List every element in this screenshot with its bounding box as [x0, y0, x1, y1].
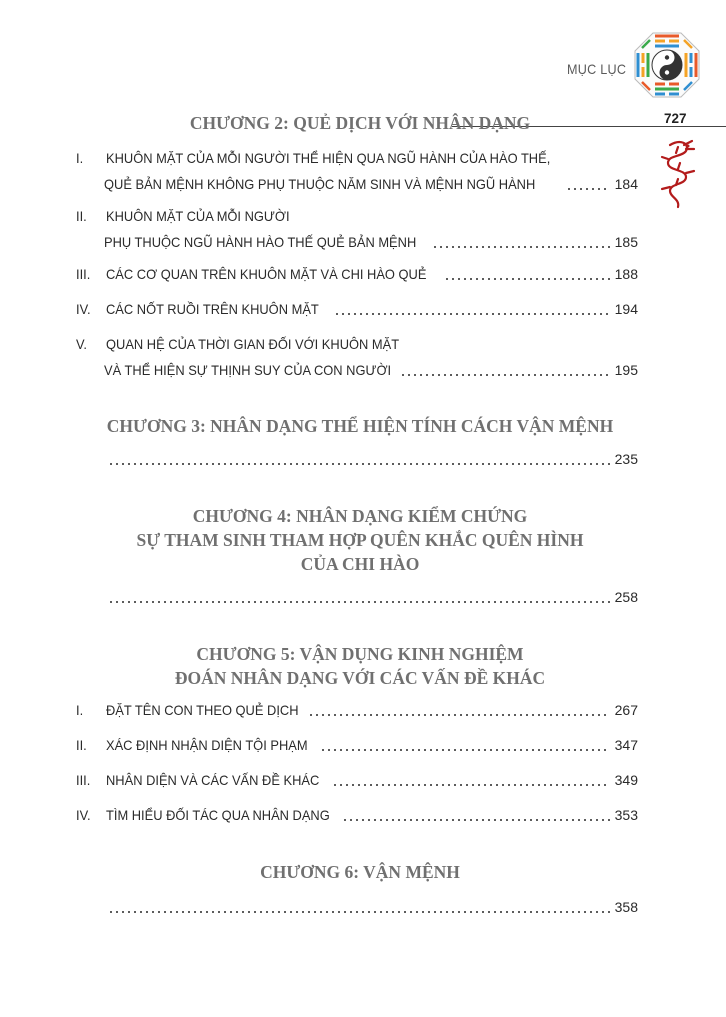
- dragon-ornament-icon: [656, 135, 700, 213]
- entry-title-line: KHUÔN MẶT CỦA MỖI NGƯỜI: [106, 208, 290, 224]
- chapter-title-line: CỦA CHI HÀO: [300, 554, 420, 574]
- entry-number: IV.: [76, 301, 91, 317]
- entry-number: V.: [76, 336, 87, 352]
- entry-page: 185: [614, 234, 638, 250]
- dot-leader: [432, 246, 610, 248]
- toc-entry[interactable]: [108, 894, 638, 920]
- entry-number: III.: [76, 266, 91, 282]
- entry-page: 235: [614, 451, 638, 467]
- toc-entry[interactable]: [76, 732, 638, 758]
- chapter-title-line: CHƯƠNG 4: NHÂN DẠNG KIỂM CHỨNG: [192, 506, 528, 526]
- chapter-title-line: CHƯƠNG 2: QUẺ DỊCH VỚI NHÂN DẠNG: [189, 113, 531, 133]
- toc-entry[interactable]: [76, 203, 638, 255]
- dot-leader: [334, 313, 610, 315]
- dot-leader: [108, 911, 612, 913]
- chapter-title-line: ĐOÁN NHÂN DẠNG VỚI CÁC VẤN ĐỀ KHÁC: [174, 668, 546, 688]
- entry-number: II.: [76, 737, 87, 753]
- chapter-title-line: CHƯƠNG 3: NHÂN DẠNG THỂ HIỆN TÍNH CÁCH VẬN MỆNH: [106, 416, 614, 436]
- entry-number: I.: [76, 702, 84, 718]
- entry-title-line: XÁC ĐỊNH NHẬN DIỆN TỘI PHẠM: [106, 737, 308, 753]
- entry-page: 195: [614, 362, 638, 378]
- chapter-5-title: [60, 642, 660, 690]
- entry-page: 358: [614, 899, 638, 915]
- dot-leader: [108, 463, 612, 465]
- toc-entry[interactable]: [108, 584, 638, 610]
- entry-title-line: CÁC CƠ QUAN TRÊN KHUÔN MẶT VÀ CHI HÀO QUẺ: [106, 266, 427, 282]
- toc-entry[interactable]: [76, 331, 638, 383]
- entry-page: 353: [614, 807, 638, 823]
- section-label: MỤC LỤC: [567, 61, 627, 77]
- toc-entry[interactable]: [76, 145, 638, 197]
- entry-title-line: PHỤ THUỘC NGŨ HÀNH HÀO THẾ QUẺ BẢN MỆNH: [104, 234, 417, 250]
- entry-page: 194: [614, 301, 638, 317]
- entry-page: 184: [614, 176, 638, 192]
- toc-entry[interactable]: [76, 296, 638, 322]
- entry-number: I.: [76, 150, 84, 166]
- entry-title-line: NHÂN DIỆN VÀ CÁC VẤN ĐỀ KHÁC: [106, 772, 320, 788]
- entry-title-line: QUẺ BẢN MỆNH KHÔNG PHỤ THUỘC NĂM SINH VÀ MỆNH NGŨ HÀNH: [104, 176, 536, 192]
- page-number: 727: [664, 111, 687, 126]
- entry-number: II.: [76, 208, 87, 224]
- chapter-2-title: [60, 111, 660, 135]
- entry-title-line: ĐẶT TÊN CON THEO QUẺ DỊCH: [106, 702, 299, 718]
- toc-entry[interactable]: [76, 261, 638, 287]
- entry-page: 347: [614, 737, 638, 753]
- chapter-title-line: SỰ THAM SINH THAM HỢP QUÊN KHẮC QUÊN HÌNH: [136, 530, 584, 550]
- chapter-title-line: CHƯƠNG 6: VẬN MỆNH: [260, 862, 460, 882]
- entry-title-line: TÌM HIỂU ĐỐI TÁC QUA NHÂN DẠNG: [106, 807, 330, 823]
- chapter-4-title: [60, 504, 660, 576]
- toc-entry[interactable]: [76, 767, 638, 793]
- entry-number: IV.: [76, 807, 91, 823]
- toc-entry[interactable]: [76, 802, 638, 828]
- toc-entry[interactable]: [76, 697, 638, 723]
- entry-page: 258: [614, 589, 638, 605]
- chapter-3-title: [60, 414, 660, 438]
- entry-title-line: KHUÔN MẶT CỦA MỖI NGƯỜI THỂ HIỆN QUA NGŨ HÀNH CỦA HÀO THẾ,: [106, 150, 551, 166]
- entry-page: 267: [614, 702, 638, 718]
- toc-entry[interactable]: [108, 446, 638, 472]
- entry-page: 188: [614, 266, 638, 282]
- dot-leader: [108, 601, 612, 603]
- entry-title-line: CÁC NỐT RUỒI TRÊN KHUÔN MẶT: [106, 301, 319, 317]
- dot-leader: [444, 278, 610, 280]
- entry-page: 349: [614, 772, 638, 788]
- dot-leader: [566, 188, 610, 190]
- entry-title-line: QUAN HỆ CỦA THỜI GIAN ĐỐI VỚI KHUÔN MẶT: [106, 336, 400, 352]
- dot-leader: [332, 784, 610, 786]
- entry-number: III.: [76, 772, 91, 788]
- chapter-6-title: [60, 860, 660, 884]
- entry-title-line: VÀ THỂ HIỆN SỰ THỊNH SUY CỦA CON NGƯỜI: [104, 362, 392, 378]
- dot-leader: [308, 714, 610, 716]
- dot-leader: [320, 749, 610, 751]
- dot-leader: [400, 374, 610, 376]
- dot-leader: [342, 819, 610, 821]
- chapter-title-line: CHƯƠNG 5: VẬN DỤNG KINH NGHIỆM: [196, 644, 524, 664]
- bagua-yin-yang-icon: [633, 31, 701, 99]
